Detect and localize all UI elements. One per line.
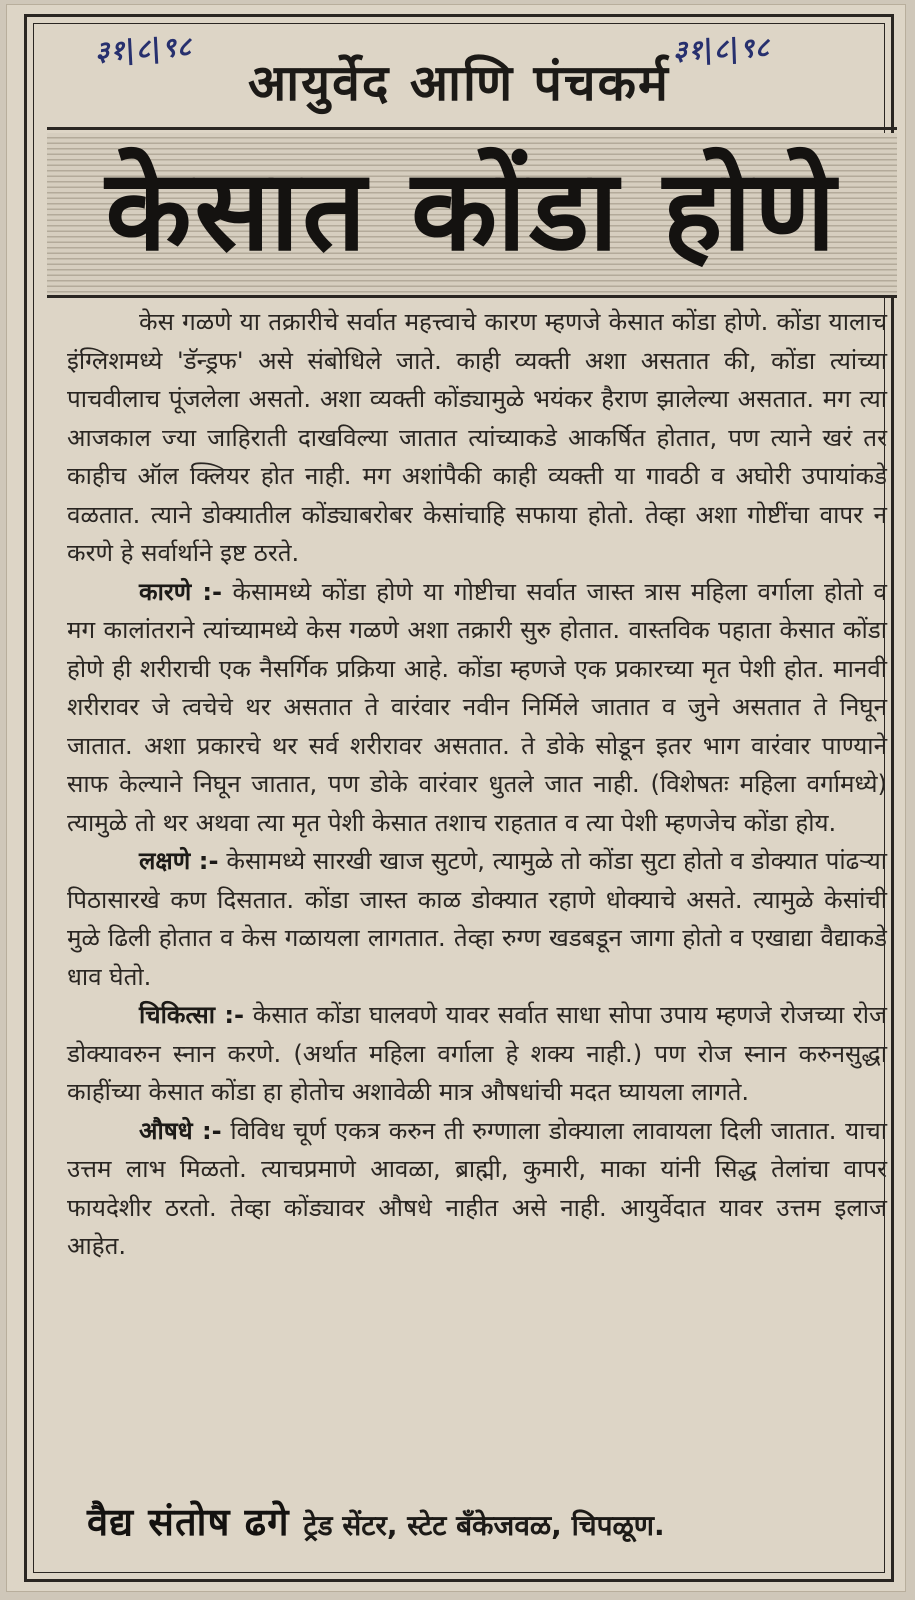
handwritten-date-left: ३१|८|९८ — [94, 31, 193, 68]
section-text: विविध चूर्ण एकत्र करुन ती रुग्णाला डोक्याला लावायला दिली जातात. याचा उत्तम लाभ मिळतो. त्याचप्रमाणे आवळा, ब्राह्मी, कुमारी, माका यांनी सिद्ध तेलांचा वापर फायदेशीर ठरतो. तेव्हा कोंड्यावर औषधे नाहीत असे नाही. आयुर्वेदात यावर उत्तम इलाज आहेत. — [67, 1116, 887, 1260]
section-label: लक्षणे :- — [139, 847, 219, 875]
section-medicines — [67, 1112, 887, 1266]
series-heading: आयुर्वेद आणि पंचकर्म — [248, 54, 670, 112]
author-name: वैद्य संतोष ढगे — [87, 1500, 290, 1544]
author-address: ट्रेड सेंटर, स्टेट बँकेजवळ, चिपळूण. — [303, 1509, 665, 1542]
article-body — [67, 303, 887, 1266]
intro-paragraph: केस गळणे या तक्रारीचे सर्वात महत्त्वाचे कारण म्हणजे केसात कोंडा होणे. कोंडा यालाच इंग्लिशमध्ये 'डॅन्ड्रफ' असे संबोधिले जाते. काही व्यक्ती अशा असतात की, कोंडा त्यांच्या पाचवीलाच पूंजलेला असतो. अशा व्यक्ती कोंड्यामुळे भयंकर हैराण झालेल्या असतात. मग त्या आजकाल ज्या जाहिराती दाखविल्या जातात त्यांच्याकडे आकर्षित होतात, पण त्याने खरं तर काहीच ऑल क्लियर होत नाही. मग अशांपैकी काही व्यक्ती या गावठी व अघोरी उपायांकडे वळतात. त्याने डोक्यातील कोंड्याबरोबर केसांचाहि सफाया होतो. तेव्हा अशा गोष्टींचा वापर न करणे हे सर्वार्थाने इष्ट ठरते. — [67, 308, 887, 567]
section-symptoms — [67, 842, 887, 996]
article-title: केसात कोंडा होणे — [105, 146, 839, 276]
section-text: केसामध्ये कोंडा होणे या गोष्टीचा सर्वात जास्त त्रास महिला वर्गाला होतो व मग कालांतराने त्यांच्यामध्ये केस गळणे अशा तक्रारी सुरु होतात. वास्तविक पहाता केसात कोंडा होणे ही शरीराची एक नैसर्गिक प्रक्रिया आहे. कोंडा म्हणजे एक प्रकारच्या मृत पेशी होत. मानवी शरीरावर जे त्वचेचे थर असतात ते वारंवार नवीन निर्मिले जातात व जुने असतात ते निघून जातात. अशा प्रकारचे थर सर्व शरीरावर असतात. ते डोके सोडून इतर भाग वारंवार पाण्याने साफ केल्याने निघून जातात, पण डोके वारंवार धुतले जात नाही. (विशेषतः महिला वर्गामध्ये) त्यामुळे तो थर अथवा त्या मृत पेशी केसात तशाच राहतात व त्या पेशी म्हणजेच कोंडा होय. — [67, 577, 888, 837]
newspaper-clipping — [6, 4, 906, 1592]
section-label: कारणे :- — [139, 577, 223, 606]
section-text: केसात कोंडा घालवणे यावर सर्वात साधा सोपा उपाय म्हणजे रोजच्या रोज डोक्यावरुन स्नान करणे. (अर्थात महिला वर्गाला हे शक्य नाही.) पण रोज स्नान करुनसुद्धा काहींच्या केसात कोंडा हा होतोच अशावेळी मात्र औषधांची मदत घ्यायला लागते. — [67, 1001, 887, 1106]
section-causes — [67, 573, 887, 843]
section-label: औषधे :- — [139, 1116, 222, 1145]
title-banner — [47, 133, 897, 298]
section-treatment — [67, 996, 887, 1112]
title-top-rule — [47, 127, 897, 130]
section-text: केसामध्ये सारखी खाज सुटणे, त्यामुळे तो कोंडा सुटा होतो व डोक्यात पांढऱ्या पिठासारखे कण दिसतात. कोंडा जास्त काळ डोक्यात रहाणे धोक्याचे असते. त्यामुळे केसांची मुळे ढिली होतात व केस गळायला लागतात. तेव्हा रुग्ण खडबडून जागा होतो व एखाद्या वैद्याकडे धाव घेतो. — [67, 847, 887, 991]
section-label: चिकित्सा :- — [139, 1001, 245, 1029]
handwritten-date-right: ३१|८|९८ — [672, 32, 771, 67]
byline — [67, 1495, 887, 1547]
clipping-border — [24, 14, 894, 1582]
